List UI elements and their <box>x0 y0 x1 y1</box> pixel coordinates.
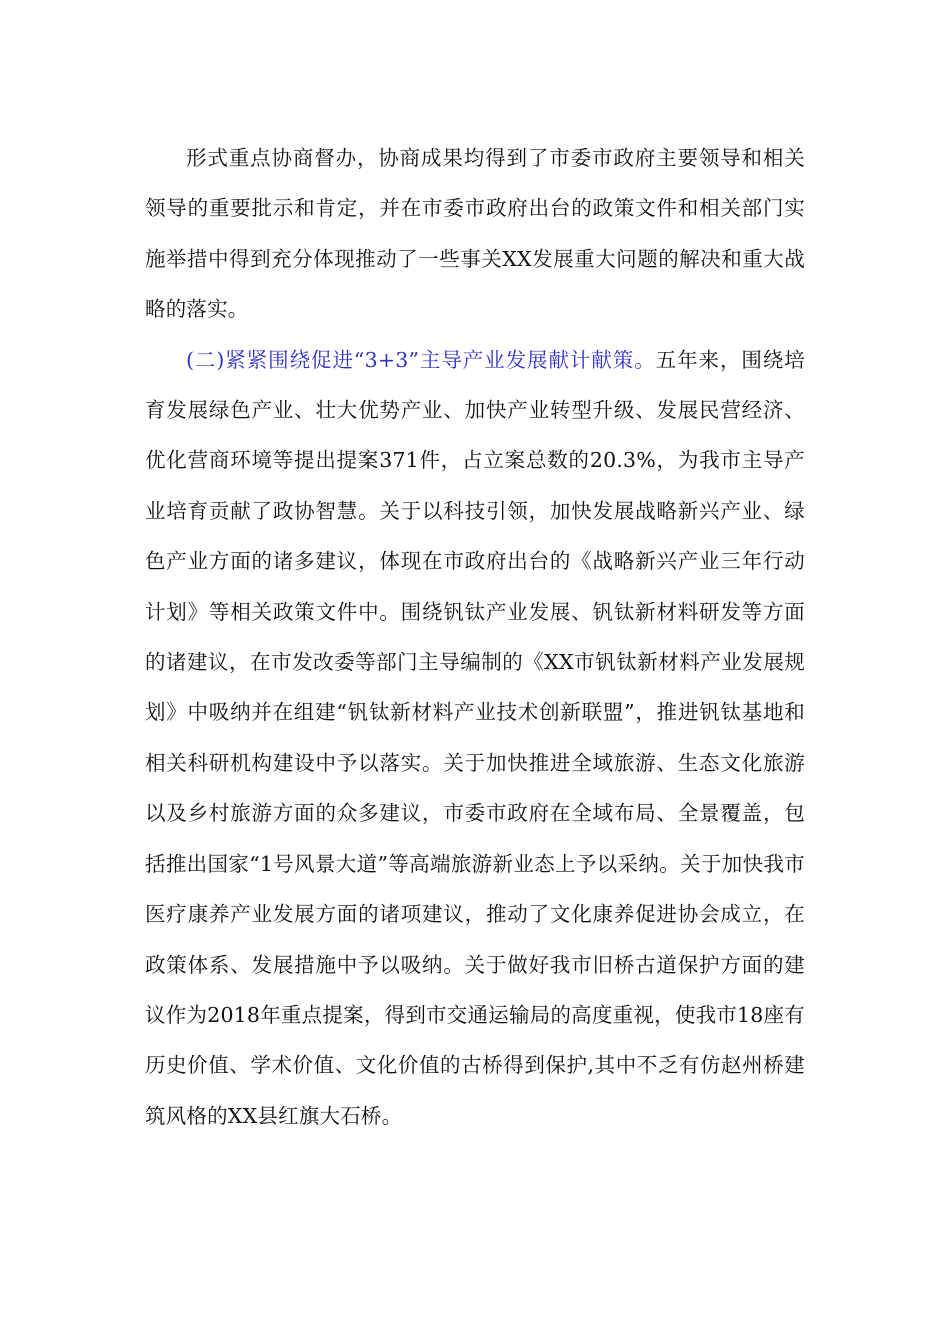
section-heading: (二)紧紧围绕促进“3+3”主导产业发展献计献策。 <box>186 347 656 372</box>
paragraph-2 <box>145 335 805 1142</box>
paragraph-1 <box>145 133 805 335</box>
paragraph-1-text: 形式重点协商督办，协商成果均得到了市委市政府主要领导和相关领导的重要批示和肯定，并在市委市政府出台的政策文件和相关部门实施举措中得到充分体现推动了一些事关XX发展重大问题的解决和重大战略的落实。 <box>145 146 805 322</box>
paragraph-2-text: 五年来，围绕培育发展绿色产业、壮大优势产业、加快产业转型升级、发展民营经济、优化营商环境等提出提案371件，占立案总数的20.3%，为我市主导产业培育贡献了政协智慧。关于以科技引领，加快发展战略新兴产业、绿色产业方面的诸多建议，体现在市政府出台的《战略新兴产业三年行动计划》等相关政策文件中。围绕钒钛产业发展、钒钛新材料研发等方面的诸建议，在市发改委等部门主导编制的《XX市钒钛新材料产业发展规划》中吸纳并在组建“钒钛新材料产业技术创新联盟”，推进钒钛基地和相关科研机构建设中予以落实。关于加快推进全域旅游、生态文化旅游以及乡村旅游方面的众多建议，市委市政府在全域布局、全景覆盖，包括推出国家“1号风景大道”等高端旅游新业态上予以采纳。关于加快我市医疗康养产业发展方面的诸项建议，推动了文化康养促进协会成立，在政策体系、发展措施中予以吸纳。关于做好我市旧桥古道保护方面的建议作为2018年重点提案，得到市交通运输局的高度重视，使我市18座有历史价值、学术价值、文化价值的古桥得到保护,其中不乏有仿赵州桥建筑风格的XX县红旗大石桥。 <box>145 347 806 1128</box>
document-body <box>145 133 805 1141</box>
